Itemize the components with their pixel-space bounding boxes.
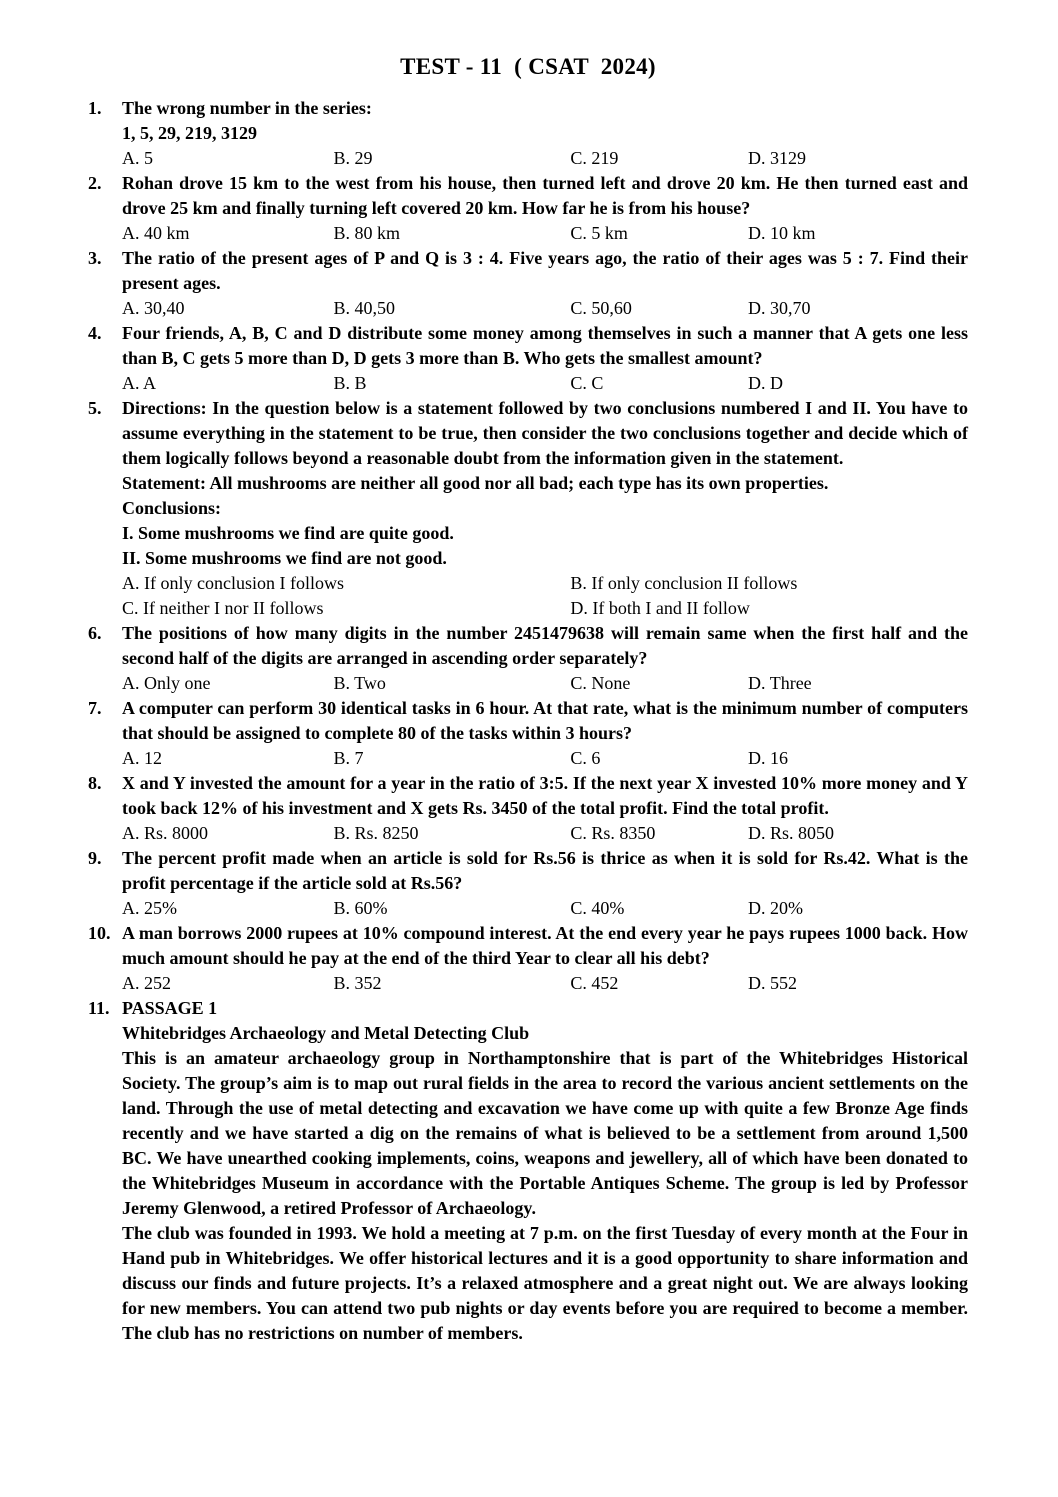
- question-paragraph: PASSAGE 1: [122, 998, 218, 1018]
- option: D. D: [748, 373, 784, 393]
- question: [88, 396, 968, 621]
- question-paragraph: This is an amateur archaeology group in Northamptonshire that is part of the Whitebridges Historical Society. The group’s aim is to map out rural fields in the area to record the various ancient settlements on the land. Through the use of metal detecting and excavation we have come up with quite a few Bronze Age finds recently and we have started a dig on the remains of what is believed to be a settlement from around 1,500 BC. We have unearthed cooking implements, coins, weapons and jewellery, all of which have been donated to the Whitebridges Museum in accordance with the Portable Antiques Scheme. The group is led by Professor Jeremy Glenwood, a retired Professor of Archaeology.: [122, 1048, 968, 1218]
- question: [88, 171, 968, 246]
- options-row: [122, 896, 968, 921]
- options-row: [122, 971, 968, 996]
- question-paragraph: The ratio of the present ages of P and Q is 3 : 4. Five years ago, the ratio of their ages was 5 : 7. Find their present ages.: [122, 248, 968, 293]
- question: [88, 96, 968, 171]
- option: B. Two: [333, 673, 386, 693]
- question-paragraph: A man borrows 2000 rupees at 10% compound interest. At the end every year he pays rupees 1000 back. How much amount should he pay at the end of the third Year to clear all his debt?: [122, 923, 968, 968]
- question: [88, 846, 968, 921]
- question: [88, 321, 968, 396]
- option: C. Rs. 8350: [570, 823, 656, 843]
- option: C. C: [570, 373, 604, 393]
- options-row: [122, 746, 968, 771]
- option: A. If only conclusion I follows: [122, 573, 344, 593]
- option: C. If neither I nor II follows: [122, 598, 324, 618]
- option: D. 10 km: [748, 223, 816, 243]
- question-body: [122, 771, 968, 846]
- option: B. 60%: [333, 898, 388, 918]
- question-number: 7.: [88, 698, 102, 718]
- question-body: [122, 171, 968, 246]
- question-number: 9.: [88, 848, 102, 868]
- question-paragraph: Statement: All mushrooms are neither all good nor all bad; each type has its own properties.: [122, 473, 829, 493]
- option: D. 30,70: [748, 298, 811, 318]
- question: [88, 246, 968, 321]
- option: C. 6: [570, 748, 601, 768]
- question-number: 8.: [88, 773, 102, 793]
- option: B. 80 km: [333, 223, 401, 243]
- option: D. Rs. 8050: [748, 823, 835, 843]
- option: C. 50,60: [570, 298, 632, 318]
- option: D. Three: [748, 673, 812, 693]
- options-row: [122, 571, 968, 596]
- question-number: 2.: [88, 173, 102, 193]
- option: B. 7: [333, 748, 364, 768]
- question-paragraph: The positions of how many digits in the number 2451479638 will remain same when the first half and the second half of the digits are arranged in ascending order separately?: [122, 623, 968, 668]
- question-paragraph: The wrong number in the series:: [122, 98, 372, 118]
- option: D. 552: [748, 973, 798, 993]
- option: D. 3129: [748, 148, 807, 168]
- question: [88, 921, 968, 996]
- question-body: [122, 396, 968, 621]
- question-paragraph: I. Some mushrooms we find are quite good.: [122, 523, 454, 543]
- page-title: TEST - 11 ( CSAT 2024): [400, 54, 656, 79]
- question-number: 10.: [88, 923, 111, 943]
- option: B. 352: [333, 973, 382, 993]
- option: D. 20%: [748, 898, 804, 918]
- question-body: [122, 921, 968, 996]
- questions-list: [88, 96, 968, 1346]
- option: A. 252: [122, 973, 171, 993]
- option: B. 40,50: [333, 298, 396, 318]
- question-paragraph: A computer can perform 30 identical tasks in 6 hour. At that rate, what is the minimum number of computers that should be assigned to complete 80 of the tasks within 3 hours?: [122, 698, 968, 743]
- question-body: [122, 996, 968, 1346]
- question-body: [122, 696, 968, 771]
- question: [88, 771, 968, 846]
- question-paragraph: The percent profit made when an article is sold for Rs.56 is thrice as when it is sold for Rs.42. What is the profit percentage if the article sold at Rs.56?: [122, 848, 968, 893]
- options-row: [122, 821, 968, 846]
- question-body: [122, 621, 968, 696]
- option: A. 25%: [122, 898, 177, 918]
- question-body: [122, 96, 968, 171]
- option: C. 40%: [570, 898, 625, 918]
- options-row: [122, 146, 968, 171]
- option: A. Only one: [122, 673, 211, 693]
- option: D. If both I and II follow: [570, 598, 750, 618]
- question-body: [122, 246, 968, 321]
- question-body: [122, 321, 968, 396]
- question-body: [122, 846, 968, 921]
- question: [88, 621, 968, 696]
- option: D. 16: [748, 748, 789, 768]
- question-paragraph: Conclusions:: [122, 498, 222, 518]
- option: A. 12: [122, 748, 162, 768]
- question-paragraph: Directions: In the question below is a statement followed by two conclusions numbered I and II. You have to assume everything in the statement to be true, then consider the two conclusions together and decide which of them logically follows beyond a reasonable doubt from the information given in the statement.: [122, 398, 968, 468]
- option: C. 5 km: [570, 223, 628, 243]
- option: B. 29: [333, 148, 373, 168]
- question-paragraph: X and Y invested the amount for a year in the ratio of 3:5. If the next year X invested 10% more money and Y took back 12% of his investment and X gets Rs. 3450 of the total profit. Find the total profit.: [122, 773, 968, 818]
- option: B. Rs. 8250: [333, 823, 419, 843]
- option: C. 219: [570, 148, 619, 168]
- question-paragraph: Rohan drove 15 km to the west from his house, then turned left and drove 20 km. He then turned east and drove 25 km and finally turning left covered 20 km. How far he is from his house?: [122, 173, 968, 218]
- question-number: 3.: [88, 248, 102, 268]
- option: A. 30,40: [122, 298, 185, 318]
- question-number: 11.: [88, 998, 110, 1018]
- question-paragraph: 1, 5, 29, 219, 3129: [122, 123, 257, 143]
- question-paragraph: Four friends, A, B, C and D distribute some money among themselves in such a manner that A gets one less than B, C gets 5 more than D, D gets 3 more than B. Who gets the smallest amount?: [122, 323, 968, 368]
- question-paragraph: Whitebridges Archaeology and Metal Detecting Club: [122, 1023, 530, 1043]
- options-row: [122, 596, 968, 621]
- question-number: 4.: [88, 323, 102, 343]
- option: A. 40 km: [122, 223, 190, 243]
- option: A. Rs. 8000: [122, 823, 209, 843]
- option: C. 452: [570, 973, 619, 993]
- options-row: [122, 371, 968, 396]
- options-row: [122, 221, 968, 246]
- question-number: 1.: [88, 98, 102, 118]
- option: C. None: [570, 673, 631, 693]
- option: A. 5: [122, 148, 153, 168]
- options-row: [122, 671, 968, 696]
- question-paragraph: II. Some mushrooms we find are not good.: [122, 548, 447, 568]
- question-number: 5.: [88, 398, 102, 418]
- options-row: [122, 296, 968, 321]
- question: [88, 996, 968, 1346]
- question-number: 6.: [88, 623, 102, 643]
- question-paragraph: The club was founded in 1993. We hold a meeting at 7 p.m. on the first Tuesday of every month at the Four in Hand pub in Whitebridges. We offer historical lectures and it is a good opportunity to share information and discuss our finds and future projects. It’s a relaxed atmosphere and a great night out. We are always looking for new members. You can attend two pub nights or day events before you are required to become a member. The club has no restrictions on number of members.: [122, 1223, 968, 1343]
- option: A. A: [122, 373, 157, 393]
- option: B. B: [333, 373, 367, 393]
- question: [88, 696, 968, 771]
- option: B. If only conclusion II follows: [570, 573, 798, 593]
